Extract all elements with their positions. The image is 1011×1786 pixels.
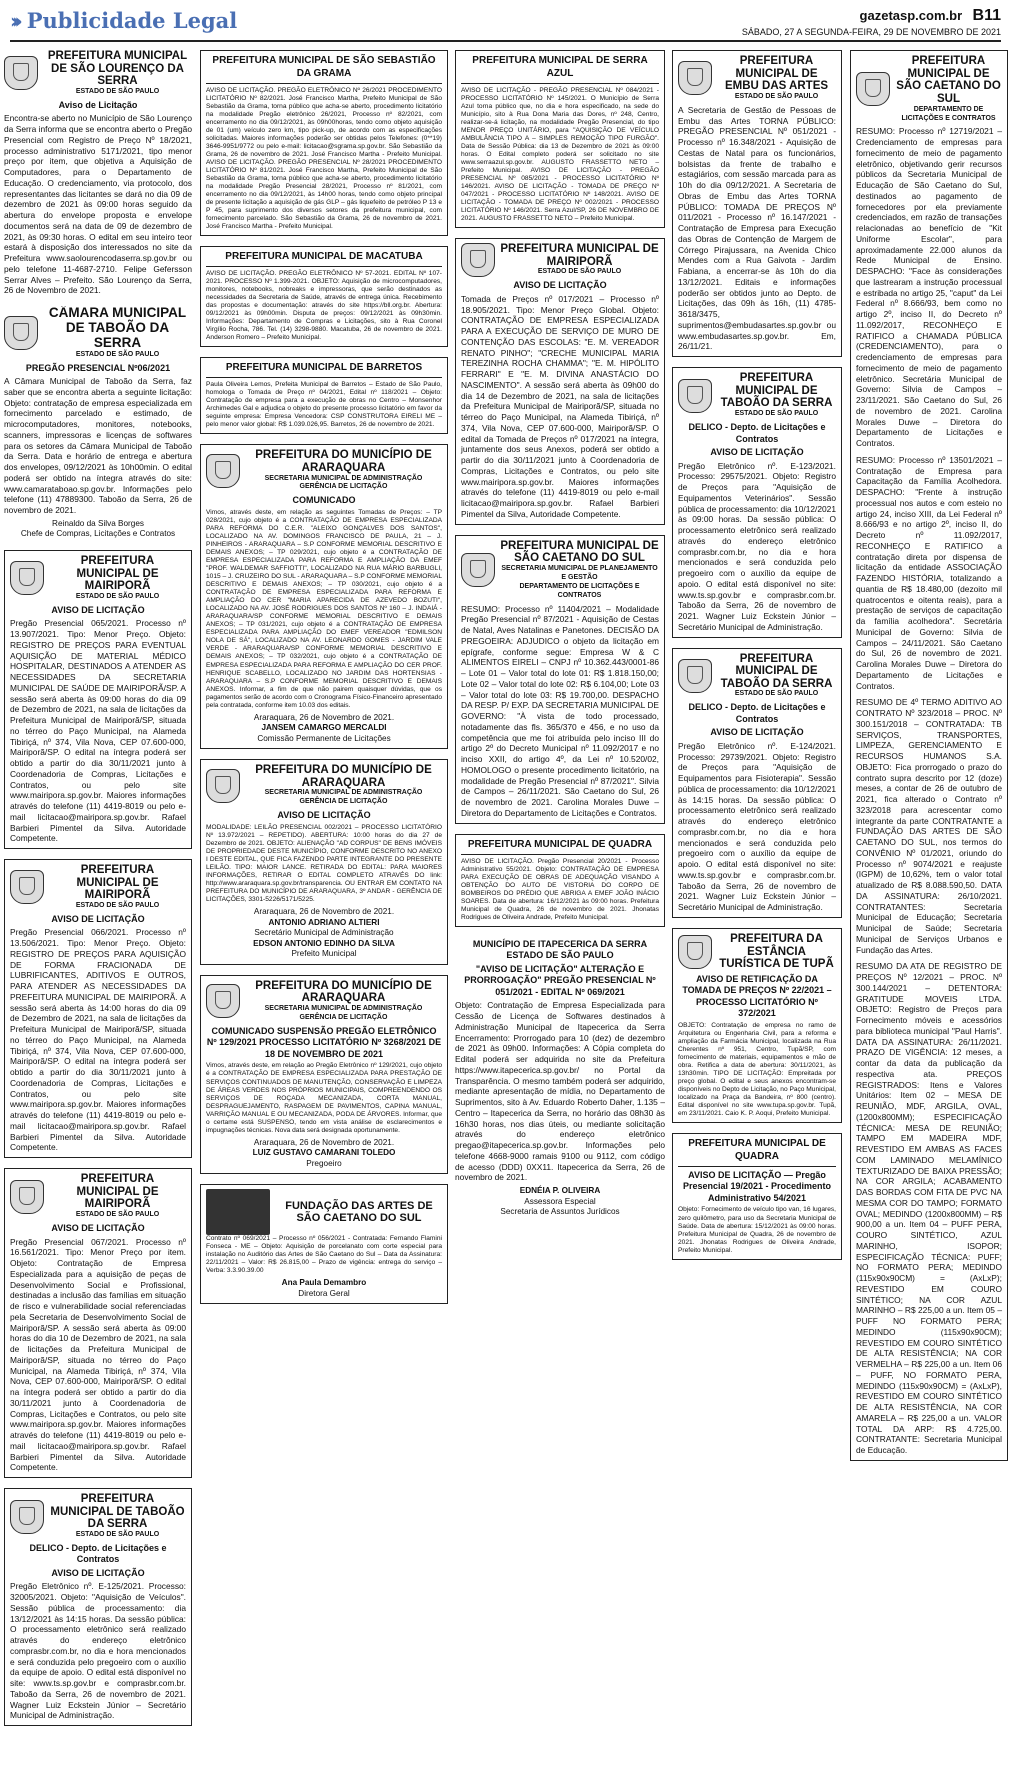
header-right <box>742 6 1001 39</box>
column-4 <box>672 50 1008 1778</box>
notice-araraquara-1 <box>200 444 448 749</box>
page-header <box>10 6 1001 42</box>
coat-of-arms-icon <box>678 61 712 95</box>
notice-sub: SECRETARIA MUNICIPAL DE PLANEJAMENTO E GESTÃO <box>501 564 658 581</box>
coat-of-arms-icon <box>206 769 240 803</box>
notice-org: PREFEITURA MUNICIPAL DE TABOÃO DA SERRA <box>720 652 833 690</box>
coat-of-arms-icon <box>678 935 712 969</box>
notice-sub: ESTADO DE SÃO PAULO <box>75 1211 160 1219</box>
notice-body: Pregão Eletrônico nº. E-125/2021. Processo: 32005/2021. Objeto: "Aquisição de Veículos". Sessão pública de processamento: dia 13/12/2021 às 14:15 horas. Da sessão pública: O processamento eletrônico será realizado através do endereço eletrônico comprasbr.com.br, no dia e hora mencionados e será conduzida pelo pregoeiro com o auxílio da equipe de apoio. O edital está disponível no site: www.ts.sp.gov.br e comprasbr.com.br. Taboão da Serra, 26 de novembro de 2021. Wagner Luiz Eckstein Júnior – Secretário Municipal de Administração. <box>10 1581 186 1721</box>
notice-body-1: RESUMO: Processo nº 12719/2021 – Credenciamento de empresas para fornecimento de meio de pagamento eletrônico, objetivando gerir recursos públicos da Secretaria Municipal de Educação de São Caetano do Sul, destinados ao pagamento de fornecedores por ela previamente credenciados, em razão de transações relacionadas ao benefício de "Kit Uniforme Escolar", para aproximadamente 22.000 alunos da Rede Municipal de Ensino. DESPACHO: "Face às considerações que lastrearam a instrução processual e estribada no artigo 25, "caput" da Lei Federal nº 8.666/93, bem como no artigo 2º, inciso II, do Decreto nº 11.092/2017, RECONHEÇO E RATIFICO a CHAMADA PÚBLICA (CREDENCIAMENTO), para o credenciamento de empresas para fornecimento de meio de pagamento eletrônico. Secretária Municipal de Governo: Silvia de Campos – 23/11/2021. São Caetano do Sul, 26 de novembro de 2021. Carolina Morales Duwe – Diretora do Departamento de Licitações e Contratos. <box>856 126 1002 449</box>
notice-date: Araraquara, 26 de Novembro de 2021. <box>253 1137 395 1147</box>
coat-of-arms-icon <box>10 1180 44 1214</box>
notice-dept: GERÊNCIA DE LICITAÇÃO <box>299 798 388 806</box>
edition-date: SÁBADO, 27 A SEGUNDA-FEIRA, 29 DE NOVEMBRO DE 2021 <box>741 27 1001 38</box>
notice-org: PREFEITURA MUNICIPAL DE SÃO SEBASTIÃO DA GRAMA <box>206 55 442 84</box>
notice-body: A Câmara Municipal de Taboão da Serra, faz saber que se encontra aberta a seguinte licitação: Objeto: contratação de empresa especializada em fornecimento parcelado e estimado, de microcomputadores, monitores, notebooks, scanners, impressoras e licenças de softwares para os setores da Câmara Municipal de Taboão da Serra. Data e horário de entrega e abertura dos envelopes, 09/12/2021 às 10h00min. O edital poderá ser obtido na íntegra através do site: www.camarataboao.sp.gov.br. Informações pelo telefone (11) 47889300. Taboão da Serra, 26 de novembro de 2021. <box>4 376 192 516</box>
section-brand <box>10 8 237 35</box>
notice-quadra-2 <box>672 1133 842 1259</box>
notice-body: Objeto: Contratação de Empresa Especializada para Cessão de Licença de Softwares destinados à Administração Municipal de Itapecerica da Serra Encerramento: Prorrogado para 10 (dez) de dezembro de 2021 às 09h00. Informações: A Cópia completa do Edital poderá ser adquirida no site da Prefeitura https://www.itapecerica.sp.gov.br/ no Portal da Transparência. O mesmo também poderá ser adquirido, mediante apresentação de mídia, no Departamento de Suprimentos, sito à Av. Eduardo Roberto Daher, 1.135 – Centro – Itapecerica da Serra, no horário das 08h30 às 16h30 horas, nos dias úteis, ou mediante solicitação através do endereço eletrônico pregao@itapecerica.sp.gov.br. Informações pelo telefone 4668-9000 ramais 9100 ou 9112, com código de acesso (DDD) 0XX11. Itapecerica da Serra, 26 de novembro de 2021. <box>455 1000 665 1183</box>
notice-sub: ESTADO DE SÃO PAULO <box>75 350 160 358</box>
notice-taboao-2 <box>672 367 842 637</box>
notice-tupa <box>672 928 842 1123</box>
coat-of-arms-icon <box>461 243 495 277</box>
coat-of-arms-icon <box>206 984 240 1018</box>
notice-sub: ESTADO DE SÃO PAULO <box>734 92 819 100</box>
notice-title: AVISO DE LICITAÇÃO <box>51 1567 145 1578</box>
notice-title: AVISO DE RETIFICAÇÃO DA TOMADA DE PREÇOS Nº 22/2021 – PROCESSO LICITATÓRIO Nº 372/2021 <box>682 973 832 1019</box>
signature <box>4 519 192 540</box>
notice-araraquara-2 <box>200 759 448 965</box>
column-2 <box>200 50 448 1778</box>
notice-sao-lourenco <box>4 50 192 296</box>
notice-sao-sebastiao <box>200 50 448 236</box>
notice-org: PREFEITURA MUNICIPAL DE MAIRIPORÃ <box>76 1173 159 1211</box>
notice-body: Tomada de Preços nº 017/2021 – Processo nº 18.905/2021. Tipo: Menor Preço Global. Objeto: CONTRATAÇÃO DE EMPRESA ESPECIALIZADA PARA A EXECUÇÃO DE SERVIÇO DE MURO DE CONTENÇÃO DAS ESCOLAS: "E. M. VEREADOR RENATO PINHO"; "CRECHE MUNICIPAL MARIA TEREZINHA ROCHA CHAMMA"; "E. M. HIPÓLITO FERRARI" E "E. M. DIVINA ANASTÁCIO DO NASCIMENTO". A sessão será aberta às 09h00 do dia 14 de Dezembro de 2021, na sala de licitações da Prefeitura Municipal de Mairiporã/SP, situada no térreo do Paço Municipal, na Alameda Tibiriçá, nº 374, Vila Nova, CEP 07.600-000, Mairiporã/SP. O edital da Tomada de Preços nº 017/2021 na íntegra, juntamente dos seus Anexos, poderá ser obtido a partir do dia 30/11/2021 junto à Coordenadoria de Compras, Licitações e Contratos, ou pelo site www.mairipora.sp.gov.br. Maiores informações através do telefone (11) 4419-8019 ou pelo e-mail licitacao@mairipora.sp.gov.br. Rafael Barbieri Pimentel da Silva, Autoridade Competente. <box>461 293 659 519</box>
signer-role: Diretora Geral <box>298 1288 350 1298</box>
signature <box>206 1138 442 1170</box>
signer-role: Pregoeiro <box>306 1158 342 1168</box>
coat-of-arms-icon <box>4 316 38 350</box>
notice-title: AVISO DE LICITAÇÃO — Pregão Presencial 19/2021 - Procedimento Administrativo 54/2021 <box>682 1169 832 1203</box>
notice-barretos <box>200 357 448 434</box>
notice-embu <box>672 50 842 357</box>
coat-of-arms-icon <box>461 553 495 587</box>
coat-of-arms-icon <box>678 659 712 693</box>
notice-org: PREFEITURA DA ESTÂNCIA TURÍSTICA DE TUPÃ <box>719 932 834 971</box>
coat-of-arms-icon <box>206 454 240 488</box>
notice-title: "AVISO DE LICITAÇÃO" ALTERAÇÃO E PRORROGAÇÃO" PREGÃO PRESENCIAL Nº 051/2021 - EDITAL Nº 069/2021 <box>464 963 656 997</box>
signer-name: EDNÉIA P. OLIVEIRA <box>519 1186 601 1196</box>
notice-title: COMUNICADO <box>292 495 356 506</box>
notice-dept: DELICO - Depto. de Licitações e Contratos <box>29 1542 167 1565</box>
notice-body: AVISO DE LICITAÇÃO. Pregão Presencial 20/2021 - Processo Administrativo 55/2021. Objeto: CONTRATAÇÃO DE EMPRESA PARA EXECUÇÃO DE OBRAS DE ADEQUAÇÃO VISANDO A OBTENÇÃO DO AUTO DE VISTORIA DO CORPO DE BOMBEIROS DO PRÉDIO QUE ABRIGA A EMEF JOÃO INÁCIO SOARES. Data de abertura: 16/12/2021 às 09:00 horas. Prefeitura Municipal de Quadra, 26 de novembro de 2021. Jhonatas Rodrigues de Oliveira Andrade, Prefeito Municipal. <box>461 857 659 921</box>
notice-title: AVISO DE LICITAÇÃO <box>710 727 804 738</box>
notice-org: PREFEITURA MUNICIPAL DE QUADRA <box>678 1138 836 1167</box>
notice-body: AVISO DE LICITAÇÃO. PREGÃO ELETRÔNICO Nº 26/2021 PROCEDIMENTO LICITATÓRIO Nº 82/2021. José Francisco Martha, Prefeito Municipal de São Sebastião da Grama, torna público que acha-se aberto, procedimento licitatório na modalidade Pregão eletrônico 26/2021, Processo nº 82/2021, com encerramento no dia 09/12/2021, às 09h00horas, tendo como objeto aquisição de 01 (um) veículo zero km, tipo pick-up, de acordo com as especificações solicitadas. Maiores informações poderão ser obtidas pelos Telefones: (0**19) 3646-9951/9772 ou pelo e-mail: licitacao@sgrama.sp.gov.br. São Sebastião da Grama, 26 de novembro de 2021. José Francisco Martha - Prefeito Municipal. AVISO DE LICITAÇÃO. PREGÃO PRESENCIAL Nº 28/2021 PROCEDIMENTO LICITATÓRIO Nº 81/2021. José Francisco Martha, Prefeito Municipal de São Sebastião da Grama, torna público que acha-se aberto, procedimento licitatório na modalidade Pregão Presencial 28/2021, Processo nº 81/2021, com encerramento no dia 09/12/2021, às 14h00 horas, tendo como objeto principal de presente licitação a aquisição de gás GLP – gás liquefeito de petróleo P 13 e P 45, para suprimento dos diversos setores da prefeitura municipal, com fornecimento parcelado. São Sebastião da Grama, 26 de novembro de 2021. José Francisco Martha - Prefeito Municipal. <box>206 86 442 231</box>
site-url[interactable]: gazetasp.com.br <box>859 8 963 23</box>
column-4a <box>672 50 842 1778</box>
notice-org: PREFEITURA MUNICIPAL DE QUADRA <box>461 839 659 855</box>
coat-of-arms-icon <box>678 379 712 413</box>
notice-dept: DEPARTAMENTO DE LICITAÇÕES E CONTRATOS <box>519 582 640 599</box>
notice-camara-taboao <box>4 306 192 540</box>
signature <box>455 1186 665 1218</box>
notice-dept: GERÊNCIA DE LICITAÇÃO <box>299 483 388 491</box>
notice-taboao-1 <box>4 1488 192 1726</box>
notice-sub: ESTADO DE SÃO PAULO <box>537 268 622 276</box>
notice-araraquara-3 <box>200 975 448 1175</box>
notice-org: MUNICÍPIO DE ITAPECERICA DA SERRA ESTADO DE SÃO PAULO <box>472 938 648 961</box>
notice-org: FUNDAÇÃO DAS ARTES DE SÃO CAETANO DO SUL <box>285 1200 433 1225</box>
notice-title: AVISO DE LICITAÇÃO <box>710 447 804 458</box>
column-4b <box>850 50 1008 1778</box>
coat-of-arms-icon <box>10 870 44 904</box>
signature <box>206 713 442 745</box>
notice-org: PREFEITURA MUNICIPAL DE TABOÃO DA SERRA <box>50 1493 185 1531</box>
notice-body: Vimos, através deste, em relação as seguintes Tomadas de Preços: – TP 028/2021, cujo objeto é a CONTRATAÇÃO DE EMPRESA ESPECIALIZADA PARA REFORMA DO C.E.R. "ALEIXO GONÇALVES DOS SANTOS", LOCALIZADO NA AV. DOMINGOS FRANCISCO DE PAULA, 21 – J. PINHEIROS - ARARAQUARA – S.P CONFORME MEMORIAL DESCRITIVO E DEMAIS ANEXOS; – TP 029/2021, cujo objeto é a CONTRATAÇÃO DE EMPRESA ESPECIALIZADA PARA REFORMA E AMPLIAÇÃO DA EMEF "PROF. WALDEMAR SAFFIOTTI", LOCALIZADO NA RUA MÁRIO BARBUGLI, 1015 – J. CRUZEIRO DO SUL - ARARAQUARA – S.P CONFORME MEMORIAL DESCRITIVO E DEMAIS ANEXOS; – TP 030/2021, cujo objeto é a CONTRATAÇÃO DE EMPRESA ESPECIALIZADA PARA REFORMA E AMPLIAÇÃO DO CER "MARIA APARECIDA DE AZEVEDO BOZUTI", LOCALIZADO NA AV. JOSÉ RODRIGUES DOS SANTOS Nº 160 – J. INDAIÁ - ARARAQUARA/SP CONFORME MEMORIAL DESCRITIVO E DEMAIS ANEXOS; – TP 031/2021, cujo objeto é a CONTRATAÇÃO DE EMPRESA ESPECIALIZADA PARA AMPLIAÇÃO DO EMEF VEREADOR "EDMILSON NOLA DE SÁ", LOCALIZADO NA AV. LEONARDO GOMES - JARDIM VALE VERDE - ARARAQUARA/SP CONFORME MEMORIAL DESCRITIVO E DEMAIS ANEXOS; – TP 032/2021, cujo objeto é a CONTRATAÇÃO DE EMPRESA ESPECIALIZADA PARA REFORMA E AMPLIAÇÃO DO CER PROF. HENRIQUE SCABELLO, LOCALIZADO NO JARDIM DAS HORTENSIAS - ARARAQUARA – S.P CONFORME MEMORIAL DESCRITIVO E DEMAIS ANEXOS. Informar, a fim de que não pairem quaisquer dúvidas, que os pagamentos serão de acordo com o Cronograma Físico-Financeiro apresentado pela contratada, conforme item 10.03 dos editais. <box>206 508 442 709</box>
section-title: Publicidade Legal <box>26 8 238 33</box>
fundacao-logo-icon <box>206 1189 270 1235</box>
signer-name: JANSEM CAMARGO MERCALDI <box>261 723 387 733</box>
notice-body: A Secretaria de Gestão de Pessoas de Embu das Artes TORNA PÚBLICO: PREGÃO PRESENCIAL Nº 051/2021 - Processo nº 16.348/2021 - Aquisição de Cestas de Natal para os funcionários, bolsistas da frente de trabalho e estagiários, com sessão marcada para as 10h do dia 09/12/2021. A Secretaria de Obras de Embu das Artes TORNA PÚBLICO: TOMADA DE PREÇOS Nº 011/2021 - Processo nº 16.147/2021 - Contratação de Empresa para Execução das Obras de Contenção de Margem de Córrego Pirajussara, na Avenida Chico Mendes com a Rua Gaivota - Jardim Fabiana, a encerrar-se às 10h do dia 13/12/2021. Editais e informações poderão ser obtidos junto ao Depto. de Licitações, das 09h às 16h, (11) 4785-3618/3475, suprimentos@embudasartes.sp.gov.br ou www.embudasartes.sp.gov.br. Em, 26/11/21. <box>678 104 836 352</box>
notice-org: PREFEITURA MUNICIPAL DE MAIRIPORÃ <box>500 243 659 268</box>
notice-macatuba <box>200 246 448 347</box>
notice-body: AVISO DE LICITAÇÃO - PREGÃO PRESENCIAL Nº 084/2021 - PROCESSO LICITATÓRIO Nº 145/2021. O Município de Serra Azul torna público que, no dia e hora especificado, na sede do Município, sito à Rua Dona Maria das Dores, nº 248, Centro, realizar-se-á licitação, na modalidade Pregão Presencial, do tipo MENOR PREÇO UNITÁRIO, para "AQUISIÇÃO DE VEÍCULO AMBULÂNCIA TIPO A – SIMPLES REMOÇÃO TIPO FURGÃO". Data de Sessão Pública: dia 13 de Dezembro de 2021 às 09:00 horas. O Edital completo poderá ser solicitado no site www.serraazul.sp.gov.br. AUGUSTO FRASSETTO NETO – Prefeito Municipal. AVISO DE LICITAÇÃO - PREGÃO PRESENCIAL Nº 085/2021 - PROCESSO LICITATÓRIO Nº 146/2021. AVISO DE LICITAÇÃO - TOMADA DE PREÇO Nº 047/2021 - PROCESSO LICITATÓRIO Nº 148/2021. AVISO DE LICITAÇÃO - TOMADA DE PREÇO Nº 002/2021 - PROCESSO LICITATÓRIO Nº 146/2021. Serra Azul/SP, 26 DE NOVEMBRO DE 2021. AUGUSTO FRASSETTO NETO – Prefeito Municipal. <box>461 86 659 223</box>
signer-name: ANTONIO ADRIANO ALTIERI <box>268 917 380 927</box>
signer-role: Assessora Especial <box>524 1196 596 1206</box>
notice-org: PREFEITURA DO MUNICÍPIO DE ARARAQUARA <box>255 449 432 474</box>
notice-title: AVISO DE LICITAÇÃO <box>513 280 607 291</box>
notice-sub: ESTADO DE SÃO PAULO <box>734 690 819 698</box>
notice-dept: DELICO - Depto. de Licitações e Contratos <box>688 422 826 444</box>
notice-mairipora-1 <box>4 550 192 849</box>
page-number: B11 <box>972 7 1001 24</box>
notice-fundacao-artes <box>200 1184 448 1304</box>
notice-body-3: RESUMO DE 4º TERMO ADITIVO AO CONTRATO Nº 323/2018 – PROC. Nº 300.151/2018 – CONTRATADA: TB SERVIÇOS, TRANSPORTES, LIMPEZA, GERENCIAMENTO E RECURSOS HUMANOS S.A. OBJETO: Fica prorrogado o prazo do contrato supra descrito por 12 (doze) meses, a contar de 26 de outubro de 2021, fica alterado o Contrato nº 323/2018 para acrescentar como integrante da parte CONTRATANTE a FUNDAÇÃO DAS ARTES DE SÃO CAETANO DO SUL, nos termos do CONVÊNIO Nº 01/2021, oriundo do Processo nº 9074/2021 e reajuste (IGPM) de 10,62%, tem o valor total atualizado de R$ 8.088.590,50. DATA DA ASSINATURA: 26/10/2021. CONTRATANTES: Secretaria Municipal de Educação; Secretaria Municipal de Saúde; Secretaria Municipal de Serviços Urbanos e Fundação das Artes. <box>856 697 1002 955</box>
signer-role: Secretário Municipal de Administração <box>254 928 394 938</box>
notice-body: MODALIDADE: LEILÃO PRESENCIAL 002/2021 – PROCESSO LICITATÓRIO Nº 13.972/2021 – REPETIDO). ABERTURA: 10:00 horas do dia 27 de Dezembro de 2021. OBJETO: ALIENAÇÃO "AD CORPUS" DE BENS IMÓVEIS DE PROPRIEDADE DESTE MUNICÍPIO, CONFORME DESCRITO NO ANEXO I DESTE EDITAL, QUE FICA FAZENDO PARTE INTEGRANTE DO PRESENTE LEILÃO. TIPO: MAIOR LANCE. RETIRADA DO EDITAL: PARA MAIORES INFORMAÇÕES, RETIRAR O EDITAL COMPLETO ATRAVÉS DO link: http://www.araraquara.sp.gov.br/transparencia. OU ENTRAR EM CONTATO NA PREFEITURA DO MUNICÍPIO DE ARARAQUARA, 3º ANDAR - GERÊNCIA DE LICITAÇÕES, 3301-5226/5171/5225. <box>206 823 442 904</box>
notice-title: AVISO DE LICITAÇÃO <box>51 913 145 924</box>
notice-org: PREFEITURA MUNICIPAL DE TABOÃO DA SERRA <box>720 372 833 410</box>
notice-body: Encontra-se aberto no Município de São Lourenço da Serra informa que se encontra aberto o Pregão Presencial com Registro de Preço Nº 18/2021, processo administrativo 5171/2021, tipo menor preço por item, que objetiva a Aquisição de Computadores, para o Departamento de Educação. O credenciamento, via protocolo, dos representantes das licitantes se dará no dia 09 de dezembro de 2021 às 09:00 horas seguido da abertura do envelope proposta e envelope documentos será na data de 09 de dezembro de 2021, às 09:30 horas. O edital em seu inteiro teor estará à disposição dos interessados no site da Prefeitura www.saolourencodaserra.sp.gov.br ou pelo telefone 11-4687-2710. Felipe Gefersson Serrar Alves – Prefeito. São Lourenço da Serra, 26 de Novembro de 2021. <box>4 113 192 296</box>
notice-sub: ESTADO DE SÃO PAULO <box>734 410 819 418</box>
signer-name: Ana Paula Demambro <box>281 1278 367 1288</box>
notice-body: Paula Oliveira Lemos, Prefeita Municipal de Barretos – Estado de São Paulo, homologa o Tomada de Preço nº 04/2021, Edital nº 118/2021 – Objeto: Contratação de empresa para a execução de obras no Centro – Monsenhor Archimedes Gal e adjudica o objeto do presente processo licitatório em favor da seguinte empresa: Empresa Vencedora: CSP CONSTRUTORA EIRELI ME – pelo menor valor global: R$ 1.039.026,95. Barretos, 26 de novembro de 2021. <box>206 381 442 429</box>
coat-of-arms-icon <box>856 72 890 106</box>
notice-quadra-1 <box>455 834 665 927</box>
signer-dept: Secretaria de Assuntos Jurídicos <box>500 1207 620 1217</box>
notice-body: Pregão Presencial 066/2021. Processo nº 13.506/2021. Tipo: Menor Preço. Objeto: REGISTRO DE PREÇOS PARA AQUISIÇÃO DE FORMA FRACIONADA DE LUBRIFICANTES, ADITIVOS E OUTROS, PARA ATENDER AS NECESSIDADES DA PREFEITURA MUNICIPAL DE MAIRIPORÃ. A sessão será aberta às 14:00 horas do dia 09 de Dezembro de 2021, na sala de licitações da Prefeitura Municipal de Mairiporã/SP, situada no térreo do Paço Municipal, na Alameda Tibiriçá, nº 374, Vila Nova, CEP 07.600-000, Mairiporã/SP. O edital na íntegra poderá ser obtido a partir do dia 30/11/2021 junto à Coordenadoria de Compras, Licitações e Contratos, ou pelo site www.mairipora.sp.gov.br. Maiores informações através do telefone (11) 4419-8019 ou pelo e-mail licitacao@mairipora.sp.gov.br. Rafael Barbieri Pimentel da Silva. Autoridade Competente. <box>10 927 186 1153</box>
notice-org: PREFEITURA MUNICIPAL DE MAIRIPORÃ <box>76 554 159 593</box>
notice-org: PREFEITURA DO MUNICÍPIO DE ARARAQUARA <box>255 979 432 1005</box>
signature <box>206 907 442 960</box>
notice-date: Araraquara, 26 de Novembro de 2021. <box>253 907 395 917</box>
notice-taboao-3 <box>672 648 842 918</box>
notice-sub: ESTADO DE SÃO PAULO <box>75 87 160 95</box>
notice-sub: ESTADO DE SÃO PAULO <box>75 1530 160 1538</box>
notice-body: Pregão Eletrônico nº. E-123/2021. Processo: 29575/2021. Objeto: Registro de Preços para "Aquisição de Equipamentos Veterinários". Sessão pública de processamento: dia 10/12/2021 às 09:00 horas. Da sessão pública: O processamento eletrônico será realizado através do endereço eletrônico comprasbr.com.br, no dia e hora mencionados e será conduzida pelo pregoeiro com o auxílio da equipe de apoio. O edital está disponível no site: www.ts.sp.gov.br e comprasbr.com.br. Taboão da Serra, 26 de novembro de 2021. Wagner Luiz Eckstein Júnior – Secretário Municipal de Administração. <box>678 460 836 632</box>
column-1 <box>4 50 192 1778</box>
notice-sub: ESTADO DE SÃO PAULO <box>75 901 160 909</box>
notice-org: PREFEITURA DO MUNICÍPIO DE ARARAQUARA <box>255 764 432 789</box>
notice-mairipora-3 <box>4 1168 192 1478</box>
notice-body: Pregão Eletrônico nº. E-124/2021. Processo: 29739/2021. Objeto: Registro de Preços para "Aquisição de Equipamentos para Fisioterapia". Sessão pública de processamento: dia 10/12/2021 às 14:15 horas. Da sessão pública: O processamento eletrônico será realizado através do endereço eletrônico comprasbr.com.br, no dia e hora mencionados e será conduzida pelo pregoeiro com o auxílio da equipe de apoio. O edital está disponível no site: www.ts.sp.gov.br e comprasbr.com.br. Taboão da Serra, 26 de novembro de 2021. Wagner Luiz Eckstein Júnior – Secretário Municipal de Administração. <box>678 740 836 913</box>
notice-title: AVISO DE LICITAÇÃO <box>51 604 145 615</box>
notice-org: PREFEITURA MUNICIPAL DE EMBU DAS ARTES <box>724 55 829 93</box>
notice-org: PREFEITURA MUNICIPAL DE SÃO CAETANO DO SUL <box>500 539 659 565</box>
notice-title: AVISO DE LICITAÇÃO <box>277 810 371 821</box>
signature <box>206 1278 442 1299</box>
notice-org: PREFEITURA MUNICIPAL DE MAIRIPORÃ <box>76 864 159 902</box>
notice-sub: SECRETARIA MUNICIPAL DE ADMINISTRAÇÃO <box>264 789 423 797</box>
notice-dept: DELICO - Depto. de Licitações e Contratos <box>688 702 826 724</box>
chevrons-icon: ››› <box>10 8 17 33</box>
coat-of-arms-icon <box>10 1500 44 1534</box>
notice-serra-azul <box>455 50 665 228</box>
notice-body: RESUMO: Processo nº 11404/2021 – Modalidade Pregão Presencial nº 87/2021 - Aquisição de Cestas de Natal, Aves Natalinas e Panetones. DECISÃO DA PREGOEIRA: ADJUDICO o objeto da licitação em epígrafe, conforme segue: Empresa W & C ALIMENTOS EIRELI – CNPJ nº 10.362.443/0001-86 – Lote 01 – Valor total do lote 01: R$ 1.818.150,00; Lote 02 – Valor total do lote 02: R$ 6.104,00; Lote 03 – Valor total do lote 03: R$ 19.700,00. DESPACHO DA RESP. P/ EXP. DA SECRETARIA MUNICIPAL DE GOVERNO: "À vista de todo processado, notadamente das fls. 365/370 e 456, e no uso da competência que me foi atribuída pelo inciso III do artigo 2º do Decreto Municipal nº 11.092/2017 e no inciso XXII, do artigo 4º, da Lei nº 10.520/02, HOMOLOGO o presente procedimento licitatório, na modalidade de Pregão Presencial nº 87/2021". Silvia de Campos – 26/11/2021. São Caetano do Sul, 26 de novembro de 2021. Carolina Morales Duwe – Diretora do Departamento de Licitações e Contratos. <box>461 603 659 818</box>
notice-body: AVISO DE LICITAÇÃO. PREGÃO ELETRÔNICO Nº 57-2021. EDITAL Nº 107-2021. PROCESSO Nº 1.399-2021. OBJETO: Aquisição de microcomputadores, monitores, notebooks, nobreaks e impressoras, que serão destinados as necessidades da Secretaria de Saúde, através de entrega única. Recebimento das propostas e documentação: através do site https://bll.org.br. Abertura: 09/12/2021 às 09h00min. Disputa de preços: 09/12/2021 às 09h30min. Informações: Departamento de Compras e Licitações, sito à Rua Coronel Virgílio Rocha, 786. Tel. (14) 3298-9880. Macatuba, 26 de novembro de 2021. Anderson Romero – Prefeito Municipal. <box>206 269 442 342</box>
notice-dept: GERÊNCIA DE LICITAÇÃO <box>299 1013 388 1021</box>
notice-mairipora-2 <box>4 859 192 1158</box>
coat-of-arms-icon <box>4 56 38 90</box>
notice-date: Araraquara, 26 de Novembro de 2021. <box>253 712 395 722</box>
notice-org: PREFEITURA MUNICIPAL DE BARRETOS <box>206 362 442 378</box>
notice-sub: SECRETARIA MUNICIPAL DE ADMINISTRAÇÃO <box>264 474 423 482</box>
signer-name: Reinaldo da Silva Borges <box>52 518 144 528</box>
signer-role: Chefe de Compras, Licitações e Contratos <box>20 529 176 539</box>
notice-org: PREFEITURA MUNICIPAL DE SÃO CAETANO DO SUL <box>896 55 1001 105</box>
notice-org: PREFEITURA MUNICIPAL DE MACATUBA <box>206 251 442 267</box>
notice-body: Contrato nº 069/2021 – Processo nº 056/2021 - Contratada: Fernando Flamini Fonseca - ME – Objeto: Aquisição de porcelanato com corte especial para instalação no Auditório das Artes de São Caetano do Sul – Data da Assinatura: 22/11/2021 – Valor: R$ 26.815,00 – Prazo de vigência: entrega do serviço – Verba: 3.3.90.39.00 <box>206 1235 442 1275</box>
coat-of-arms-icon <box>10 561 44 595</box>
notice-mairipora-4 <box>455 238 665 525</box>
notice-body: Pregão Presencial 065/2021. Processo nº 13.907/2021. Tipo: Menor Preço. Objeto: REGISTRO DE PREÇOS PARA EVENTUAL AQUISIÇÃO DE MATERIAL MÉDICO HOSPITALAR, DESTINADOS A ATENDER AS NECESSIDADES DA SECRETARIA MUNICIPAL DE SAÚDE DE MAIRIPORÃ/SP. A sessão será aberta às 09:00 horas do dia 09 de Dezembro de 2021, na sala de licitações da Prefeitura Municipal de Mairiporã/SP, situada no térreo do Paço Municipal, na Alameda Tibiriçá, nº 374, Vila Nova, CEP 07.600-000, Mairiporã/SP. O edital na íntegra poderá ser obtido a partir do dia 30/11/2021 junto à Coordenadoria de Compras, Licitações e Contratos, ou pelo site www.mairipora.sp.gov.br. Maiores informações através do telefone (11) 4419-8019 ou pelo e-mail licitacao@mairipora.sp.gov.br. Rafael Barbieri Pimentel da Silva. Autoridade Competente. <box>10 618 186 844</box>
notice-title: AVISO DE LICITAÇÃO <box>51 1223 145 1234</box>
signer-name: LUIZ GUSTAVO CAMARANI TOLEDO <box>252 1148 396 1158</box>
notice-sao-caetano-1 <box>455 535 665 824</box>
signer-role: Comissão Permanente de Licitações <box>257 733 391 743</box>
notice-body: Vimos, através deste, em relação ao Pregão Eletrônico nº 129/2021, cujo objeto é a CONTRATAÇÃO DE EMPRESA ESPECIALIZADA PARA PRESTAÇÃO DE SERVIÇOS CONTINUADOS DE MANUTENÇÃO, CONSERVAÇÃO E LIMPEZA DE ÁREAS VERDES NOS PRÓPRIOS MUNICIPAIS, COMPREENDENDO OS SERVIÇOS DE ROÇADA MECANIZADA, CORTA MANUAL, DESPRAGUEJAMENTO, RASPAGEM DE PAVIMENTOS, CAPINA MANUAL, VARRIÇÃO MANUAL E OU MECANIZADA, PODA DE ÁRVORES. Informar, que o certame está SUSPENSO, tendo em vista análise de esclarecimentos e impugnações técnicas. Nova data será designada oportunamente. <box>206 1062 442 1134</box>
notice-title: Aviso de Licitação <box>58 99 138 110</box>
notice-sub: ESTADO DE SÃO PAULO <box>75 592 160 600</box>
notice-dept: DEPARTAMENTO DE LICITAÇÕES E CONTRATOS <box>901 105 996 122</box>
notice-body-4: RESUMO DA ATA DE REGISTRO DE PREÇOS Nº 12/2021 – PROC. Nº 300.144/2021 – DETENTORA: GRATITUDE MOVEIS LTDA. OBJETO: Registro de Preços para Fornecimento móveis e acessórios para biblioteca municipal "Paul Harris". DATA DA ASSINATURA: 26/11/2021. PRAZO DE VIGÊNCIA: 12 meses, a contar da data da publicação da respectiva ata. PREÇOS REGISTRADOS: Itens e Valores Unitários: Item 02 – MESA DE REUNIÃO, MDF, ARGILA, OVAL, (1200x800MM); ESPECIFICAÇÃO TÉCNICA: MESA DE REUNIÃO; TAMPO EM MADEIRA MDF, REVESTIDO EM AMBAS AS FACES COM LAMINADO MELAMÍNICO TEXTURIZADO DE BAIXA PRESSÃO; NA COR ARGILA; ACABAMENTO DAS BORDAS COM FITA DE PVC NA MESMA COR DO TAMPO; FORMATO OVAL; MEDINDO (1200x800MM) – R$ 900,00 a un. Item 04 – PUFF PERA, COURO SINTÉTICO, AZUL MARINHO, ISOPOR; ESPECIFICAÇÃO TÉCNICA: PUFF; NO FORMATO PERA; MEDINDO (115x90x90CM) = (AxLxP); REVESTIDO EM COURO SINTÉTICO; NA COR AZUL MARINHO – R$ 225,00 a un. Item 05 – PUFF NO FORMATO PERA; MEDINDO (115x90x90CM); REVESTIDO EM COURO SINTÉTICO DE ALTA RESISTÊNCIA; NA COR VERMELHA – R$ 225,00 a un. Item 06 – PUFF, NO FORMATO PERA, MEDINDO (115x90x90CM) = (AxLxP), REVESTIDO EM COURO SINTÉTICO DE ALTA RESISTÊNCIA, NA COR AMARELA – R$ 225,00 a un. VALOR TOTAL DA ARP: R$ 4.725,00. CONTRATANTE: Secretaria Municipal de Educação. <box>856 961 1002 1456</box>
notice-title: PREGÃO PRESENCIAL Nº06/2021 <box>25 362 171 373</box>
notice-title: COMUNICADO SUSPENSÃO PREGÃO ELETRÔNICO Nº 129/2021 PROCESSO LICITATÓRIO Nº 3268/2021 DE 18 DE NOVEMBRO DE 2021 <box>206 1025 442 1059</box>
signer-role: Prefeito Municipal <box>291 949 357 959</box>
notice-body: Pregão Presencial 067/2021. Processo nº 16.561/2021. Tipo: Menor Preço por item. Objeto: Contratação de Empresa Especializada para a aquisição de peças de Desenvolvimento Social e Profissional, destinadas a inclusão das famílias em situação de risco e vulnerabilidade social referenciadas pela Secretaria de Desenvolvimento Social de Mairiporã/SP. A sessão será aberta às 09:00 horas do dia 10 de Dezembro de 2021, na sala de licitações da Prefeitura Municipal de Mairiporã/SP, situada no térreo do Paço Municipal, na Alameda Tibiriçá, nº 374, Vila Nova, CEP 07.600-000, Mairiporã/SP. O edital na íntegra poderá ser obtido a partir do dia 30/11/2021 junto à Coordenadoria de Compras, Licitações e Contratos, ou pelo site www.mairipora.sp.gov.br. Maiores informações através do telefone (11) 4419-8019 ou pelo e-mail licitacao@mairipora.sp.gov.br. Rafael Barbieri Pimentel da Silva. Autoridade Competente. <box>10 1236 186 1473</box>
notice-org: PREFEITURA MUNICIPAL DE SÃO LOURENÇO DA SERRA <box>47 50 188 88</box>
notice-body-2: RESUMO: Processo nº 13501/2021 – Contratação de Empresa para Capacitação da Família Acolhedora. DESPACHO: "Frente à instrução processual nos autos e com esteio no artigo 24, inciso XIII, da Lei Federal nº 8.666/93 e no artigo 2º, inciso II, do Decreto nº 11.092/2017, RECONHEÇO E RATIFICO a contratação direta por dispensa de licitação da entidade ASSOCIAÇÃO FAZENDO HISTÓRIA, totalizando a quantia de R$ 18.480,00 (dezoito mil quatrocentos e oitenta reais), para a prestação de serviços de capacitação da família acolhedora". Secretária Municipal de Governo: Silvia de Campos – 24/11/2021. São Caetano do Sul, 26 de novembro de 2021. Carolina Morales Duwe – Diretora do Departamento de Licitações e Contratos. <box>856 454 1002 691</box>
notice-sao-caetano-2 <box>850 50 1008 1461</box>
column-3 <box>455 50 665 1778</box>
notice-org: PREFEITURA MUNICIPAL DE SERRA AZUL <box>461 55 659 84</box>
notice-body: Objeto: Fornecimento de veículo tipo van, 16 lugares, zero quilômetro, para uso da Secretaria Municipal de Saúde. Data de abertura: 15/12/2021 às 09:00 horas. Prefeitura Municipal de Quadra, 26 de novembro de 2021. Jhonatas Rodrigues de Oliveira Andrade, Prefeito Municipal. <box>678 1206 836 1254</box>
notice-itapecerica <box>455 937 665 1218</box>
notice-sub: SECRETARIA MUNICIPAL DE ADMINISTRAÇÃO <box>264 1005 423 1012</box>
signer-name: EDSON ANTONIO EDINHO DA SILVA <box>253 938 395 948</box>
notice-org: CÂMARA MUNICIPAL DE TABOÃO DA SERRA <box>48 306 187 350</box>
notice-body: OBJETO: Contratação de empresa no ramo de Arquitetura ou Engenharia Civil, para a reforma e ampliação da Farmácia Municipal, localizada na Rua Cherentes nº 951, Centro, Tupã/SP, com fornecimento de materiais, equipamentos e mão de obra. Retifica a data de abertura: 30/11/2021, às 13h30min. TIPO DE LICITAÇÃO: Empreitada por preço global. O edital e seus anexos encontram-se disponíveis no Depto de Licitação, no Paço Municipal, localizado na Praça da Bandeira, nº 800 (centro). Edital disponível no site www.tupa.sp.gov.br. Tupã, em 23/11/2021. Caio K. P. Aoqui, Prefeito Municipal. <box>678 1021 836 1118</box>
